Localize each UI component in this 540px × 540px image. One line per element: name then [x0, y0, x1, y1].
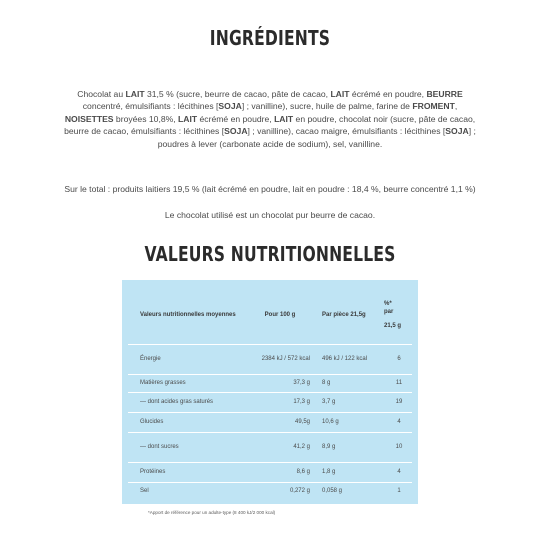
row-per-piece: 10,6 g: [322, 419, 339, 425]
row-nutrient: — dont sucres: [140, 444, 179, 450]
row-per-piece: 496 kJ / 122 kcal: [322, 356, 368, 362]
row-nutrient: Énergie: [140, 356, 161, 362]
nutrition-title: VALEURS NUTRITIONNELLES: [144, 242, 396, 266]
row-per-piece: 1,8 g: [322, 469, 336, 475]
header-percent: [384, 300, 410, 330]
row-per-piece: 3,7 g: [322, 399, 336, 405]
row-per-piece: 8 g: [322, 380, 331, 386]
row-percent: 10: [395, 444, 403, 450]
row-nutrient: Matières grasses: [140, 380, 186, 386]
row-percent: 4: [397, 469, 401, 475]
dairy-total-text: Sur le total : produits laitiers 19,5 % (lait écrémé en poudre, lait en poudre : 18,4 %, beurre concentré 1,1 %): [64, 184, 476, 194]
row-percent: 1: [397, 488, 401, 494]
header-nutrients: Valeurs nutritionnelles moyennes: [140, 312, 236, 318]
nutrition-table: [122, 280, 418, 504]
header-percent-symbol: %*: [384, 301, 392, 307]
row-per-100g: 0,272 g: [289, 488, 310, 494]
row-nutrient: Sel: [140, 488, 149, 494]
row-per-100g: 2384 kJ / 572 kcal: [261, 356, 310, 362]
row-per-piece: 8,9 g: [322, 444, 336, 450]
header-per-100g: Pour 100 g: [264, 312, 296, 318]
table-row: [128, 432, 412, 463]
table-row: [128, 412, 412, 433]
header-per-piece: Par pièce 21,5g: [322, 312, 366, 318]
row-percent: 19: [395, 399, 403, 405]
header-percent-portion: 21,5 g: [384, 323, 402, 329]
footnote: *Apport de référence pour un adulte-type (8 400 kJ/2 000 kcal): [148, 510, 276, 515]
table-header-row: [128, 286, 412, 345]
table-row: [128, 462, 412, 483]
header-percent-par: par: [384, 309, 394, 315]
row-nutrient: Glucides: [140, 419, 164, 425]
row-per-piece: 0,058 g: [322, 488, 343, 494]
row-per-100g: 17,3 g: [293, 399, 310, 405]
ingredients-text: Chocolat au LAIT 31,5 % (sucre, beurre de cacao, pâte de cacao, LAIT écrémé en poudre, BEURRE concentré, émulsifiants : lécithines [SOJA] ; vanilline), sucre, huile de palme, farine de FROMENT, NOISETTES broyées 10,8%, LAIT écrémé en poudre, LAIT en poudre, chocolat noir (sucre, pâte de cacao, beurre de cacao, émulsifiants : lécithines [SOJA] ; vanilline), cacao maigre, émulsifiants : lécithines [SOJA] ; poudres à lever (carbonate acide de sodium), sel, vanilline.: [64, 89, 476, 149]
table-row: [128, 482, 412, 500]
row-percent: 4: [397, 419, 401, 425]
ingredients-title: INGRÉDIENTS: [209, 26, 331, 50]
table-row: [128, 344, 412, 375]
row-percent: 11: [395, 380, 403, 386]
row-per-100g: 49,5g: [294, 419, 310, 425]
table-row: [128, 392, 412, 413]
table-row: [128, 374, 412, 393]
row-per-100g: 8,6 g: [296, 469, 310, 475]
row-per-100g: 37,3 g: [293, 380, 310, 386]
row-nutrient: — dont acides gras saturés: [140, 399, 214, 405]
chocolate-note-text: Le chocolat utilisé est un chocolat pur beurre de cacao.: [164, 210, 376, 220]
row-nutrient: Protéines: [140, 469, 166, 475]
row-percent: 6: [397, 356, 401, 362]
row-per-100g: 41,2 g: [293, 444, 310, 450]
